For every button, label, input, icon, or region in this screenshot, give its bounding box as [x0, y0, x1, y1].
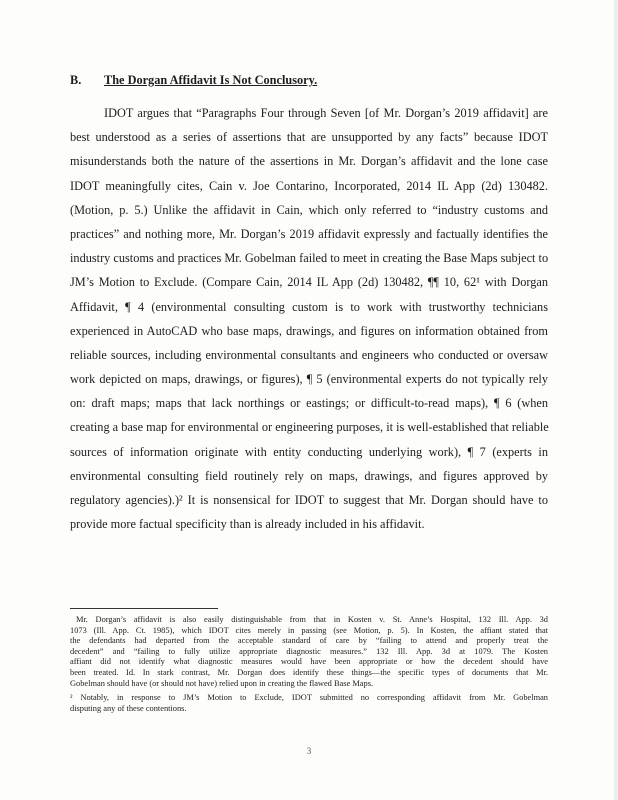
- body-line: Affidavit, ¶ 4 (environmental consulting custom is to work with trustworthy technicians: [70, 299, 548, 314]
- page-number: 3: [306, 746, 312, 756]
- body-line: experienced in AutoCAD who base maps, drawings, and figures on information obtained from: [70, 323, 548, 338]
- section-title: The Dorgan Affidavit Is Not Conclusory.: [104, 73, 318, 87]
- body-line: (Motion, p. 5.) Unlike the affidavit in Cain, which only referred to “industry customs and: [70, 202, 548, 217]
- body-line: practices” and nothing more, Mr. Dorgan’s 2019 affidavit expressly and factually identifies the: [70, 226, 548, 241]
- body-line: misunderstands both the nature of the assertions in Mr. Dorgan’s affidavit and the lone case: [70, 154, 548, 169]
- body-line: regulatory agencies).)² It is nonsensical for IDOT to suggest that Mr. Dorgan should have to: [70, 493, 548, 507]
- footnote-divider: [70, 608, 218, 609]
- body-line: reliable sources, including environmental consultants and engineers who conducted or oversaw: [70, 347, 548, 362]
- body-line: IDOT meaningfully cites, Cain v. Joe Contarino, Incorporated, 2014 IL App (2d) 130482.: [70, 178, 548, 193]
- body-line: best understood as a series of assertions that are unsupported by any facts” because IDOT: [70, 130, 548, 145]
- footnote-1-line: decedent” and “failing to fully utilize appropriate diagnostic measures.” 132 Ill. App. 3d at 1079. The Kosten: [70, 646, 548, 656]
- footnote-1-line: affiant did not identify what diagnostic measures would have been appropriate or how the decedent should have: [70, 657, 548, 667]
- page-edge: [614, 0, 618, 800]
- body-line: provide more factual specificity than is already included in his affidavit.: [70, 517, 425, 532]
- body-line: creating a base map for environmental or engineering purposes, it is well-established that reliable: [70, 420, 549, 435]
- footnote-2-line: disputing any of these contentions.: [70, 703, 187, 713]
- footnote-1-line: been treated. Id. In stark contrast, Mr. Dorgan does identify these things—the specific types of documents that Mr.: [70, 667, 548, 677]
- footnote-1-line: the defendants had departed from the acceptable standard of care by “failing to attend and properly treat the: [70, 636, 548, 646]
- body-line: JM’s Motion to Exclude. (Compare Cain, 2014 IL App (2d) 130482, ¶¶ 10, 62¹ with Dorgan: [70, 275, 548, 290]
- footnote-1-line: Mr. Dorgan’s affidavit is also easily distinguishable from that in Kosten v. St. Anne’s Hospital, 132 Ill. App. 3d: [76, 615, 548, 624]
- body-paragraph: [70, 101, 548, 536]
- body-line: sources of information originate with entity conducting underlying work), ¶ 7 (experts in: [70, 444, 548, 459]
- footnote-1-line: 1073 (Ill. App. Ct. 1985), which IDOT cites merely in passing (see Motion, p. 5). In Kosten, the affiant stated that: [70, 625, 548, 635]
- section-heading: [70, 73, 317, 88]
- body-line: work depicted on maps, drawings, or figures), ¶ 5 (environmental experts do not typically rely: [70, 372, 548, 387]
- body-line: industry customs and practices Mr. Gobelman failed to meet in creating the Base Maps subject to: [70, 251, 549, 266]
- footnotes: [70, 615, 548, 714]
- body-line: IDOT argues that “Paragraphs Four through Seven [of Mr. Dorgan’s 2019 affidavit] are: [104, 106, 548, 120]
- body-line: on: draft maps; maps that lack northings or eastings; or difficult-to-read maps), ¶ 6 (when: [70, 396, 548, 411]
- footnote-1-line: Gobelman should have (or should not have) relied upon in creating the flawed Base Maps.: [70, 678, 374, 688]
- body-line: environmental consulting field routinely rely on maps, drawings, and figures approved by: [70, 468, 548, 483]
- footnote-2-line: ² Notably, in response to JM’s Motion to Exclude, IDOT submitted no corresponding affidavit from Mr. Gobelman: [70, 693, 548, 703]
- section-letter: B.: [70, 73, 82, 87]
